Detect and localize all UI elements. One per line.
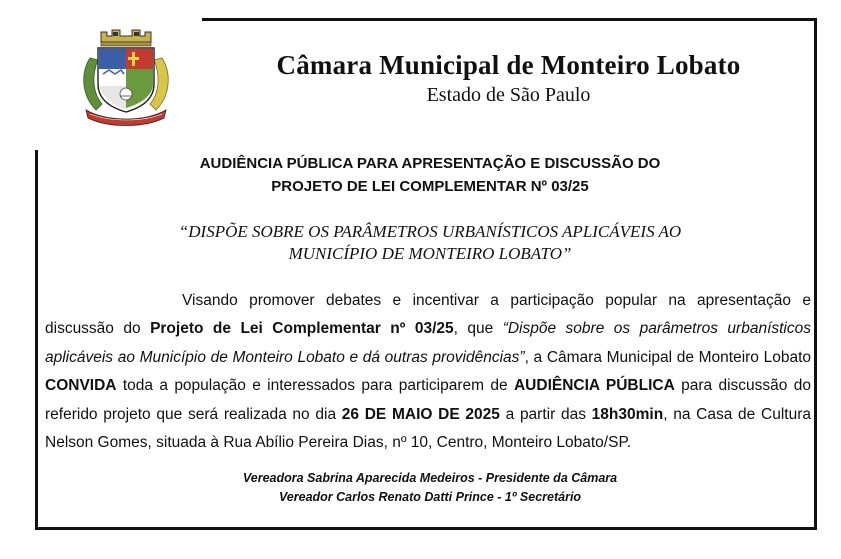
bill-subject-line-1: “DISPÕE SOBRE OS PARÂMETROS URBANÍSTICOS APLICÁVEIS AO bbox=[178, 222, 682, 241]
body-segment: Visando promover debates e incentivar a participação popular na apresentação e discussão do bbox=[45, 292, 811, 338]
body-segment: para discussão do referido projeto que será realizada no dia bbox=[45, 377, 811, 423]
body-segment: toda a população e interessados para participarem de bbox=[116, 377, 514, 395]
border-bottom bbox=[35, 527, 817, 530]
coat-of-arms-icon bbox=[76, 26, 176, 128]
institution-subtitle: Estado de São Paulo bbox=[426, 84, 591, 106]
institution-title: Câmara Municipal de Monteiro Lobato bbox=[276, 50, 741, 80]
body-segment: , na Casa de Cultura Nelson Gomes, situada à Rua Abílio Pereira Dias, nº 10, Centro, Monteiro Lobato/SP. bbox=[45, 405, 811, 452]
event-time: 18h30min bbox=[591, 405, 664, 423]
body-segment: , que bbox=[453, 320, 503, 338]
bill-reference: Projeto de Lei Complementar nº 03/25 bbox=[150, 320, 454, 338]
notice-heading-line-1: AUDIÊNCIA PÚBLICA PARA APRESENTAÇÃO E DISCUSSÃO DO bbox=[199, 155, 661, 172]
audiencia-keyword: AUDIÊNCIA PÚBLICA bbox=[513, 377, 675, 395]
convida-keyword: CONVIDA bbox=[45, 377, 117, 395]
invitation-paragraph bbox=[45, 287, 811, 457]
signature-secretary: Vereador Carlos Renato Datti Prince - 1º Secretário bbox=[278, 490, 582, 504]
bill-subject-line-2: MUNICÍPIO DE MONTEIRO LOBATO” bbox=[288, 244, 572, 263]
border-right bbox=[814, 18, 817, 530]
bill-title: “Dispõe sobre os parâmetros urbanísticos aplicáveis ao Município de Monteiro Lobato e dá outras providências” bbox=[45, 320, 811, 366]
body-segment: a partir das bbox=[499, 405, 592, 423]
border-left bbox=[35, 150, 38, 530]
body-segment: , a Câmara Municipal de Monteiro Lobato bbox=[524, 348, 811, 366]
signature-president: Vereadora Sabrina Aparecida Medeiros - Presidente da Câmara bbox=[242, 471, 618, 485]
event-date: 26 DE MAIO DE 2025 bbox=[341, 405, 500, 423]
border-top bbox=[202, 18, 816, 21]
notice-heading-line-2: PROJETO DE LEI COMPLEMENTAR Nº 03/25 bbox=[271, 178, 589, 195]
